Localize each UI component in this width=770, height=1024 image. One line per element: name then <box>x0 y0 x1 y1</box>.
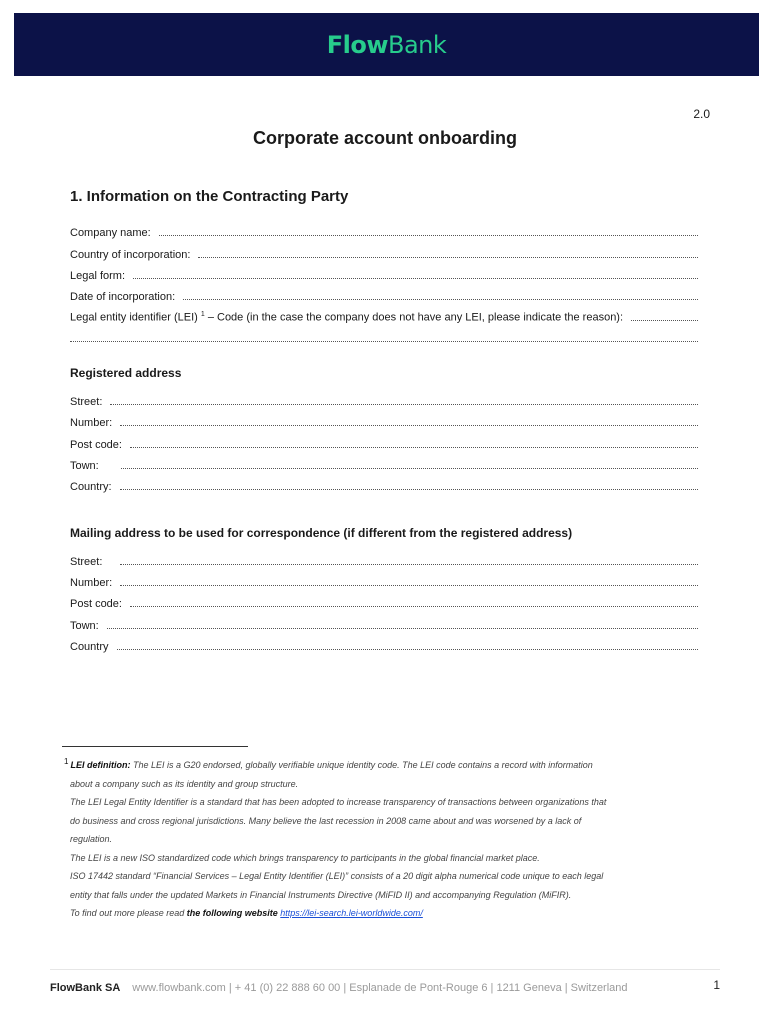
reg-town-field[interactable]: Town: <box>70 456 698 472</box>
footnote-divider <box>62 746 248 747</box>
mail-number-field[interactable]: Number: <box>70 573 698 589</box>
mail-town-field[interactable]: Town: <box>70 616 698 632</box>
footnote-text: 1 LEI definition: The LEI is a G20 endorsed, globally verifiable unique identity code. The LEI code contains a record with information about a company such as its identity and group structure. The LEI Legal Entity Identifier is a standard that has been adopted to increase transparency of transactions between organizations that do business and cross regional jurisdictions. Many believe the last recession in 2008 came about and was worsened by a lack of regulation. The LEI is a new ISO standardized code which brings transparency to participants in the global financial market place. ISO 17442 standard “Financial Services – Legal Entity Identifier (LEI)” consists of a 20 digit alpha numerical code unique to each legal entity that falls under the updated Markets in Financial Instruments Directive (MiFID II) and accompanying Regulation (MiFIR). To find out more please read the following website https://lei-search.lei-worldwide.com/ <box>64 757 607 918</box>
reg-post-code-field[interactable]: Post code: <box>70 435 698 451</box>
registered-address-title: Registered address <box>70 366 182 380</box>
mailing-address-title: Mailing address to be used for correspondence (if different from the registered address) <box>70 526 573 540</box>
lei-field[interactable]: Legal entity identifier (LEI) $^1$ – Code (in the case the company does not have any LEI, please indicate the reason): <box>70 308 698 324</box>
footer <box>50 982 628 994</box>
section-title: 1. Information on the Contracting Party <box>70 188 349 205</box>
footer-company: FlowBank SA <box>50 982 121 994</box>
version-number: 2.0 <box>693 107 710 121</box>
flowbank-logo: FlowBank <box>326 31 447 59</box>
footer-info: www.flowbank.com | + 41 (0) 22 888 60 00 | Esplanade de Pont-Rouge 6 | 1211 Geneva | Switzerland <box>132 982 628 994</box>
mail-country-field[interactable]: Country <box>70 637 698 653</box>
country-incorporation-field[interactable]: Country of incorporation: <box>70 245 698 261</box>
reg-country-field[interactable]: Country: <box>70 477 698 493</box>
footer-divider <box>50 969 720 970</box>
mail-street-field[interactable]: Street: <box>70 552 698 568</box>
company-name-field[interactable]: Company name: <box>70 223 698 239</box>
header-banner <box>14 13 759 76</box>
legal-form-field[interactable]: Legal form: <box>70 266 698 282</box>
lei-continuation-line[interactable] <box>70 341 698 342</box>
footnote-ref: 1 <box>200 311 205 319</box>
date-incorporation-field[interactable]: Date of incorporation: <box>70 287 698 303</box>
page-title: Corporate account onboarding <box>252 128 517 148</box>
reg-street-field[interactable]: Street: <box>70 392 698 408</box>
lei-website-link[interactable]: https://lei-search.lei-worldwide.com/ <box>280 908 423 918</box>
mail-post-code-field[interactable]: Post code: <box>70 594 698 610</box>
page-number: 1 <box>713 978 720 992</box>
reg-number-field[interactable]: Number: <box>70 413 698 429</box>
